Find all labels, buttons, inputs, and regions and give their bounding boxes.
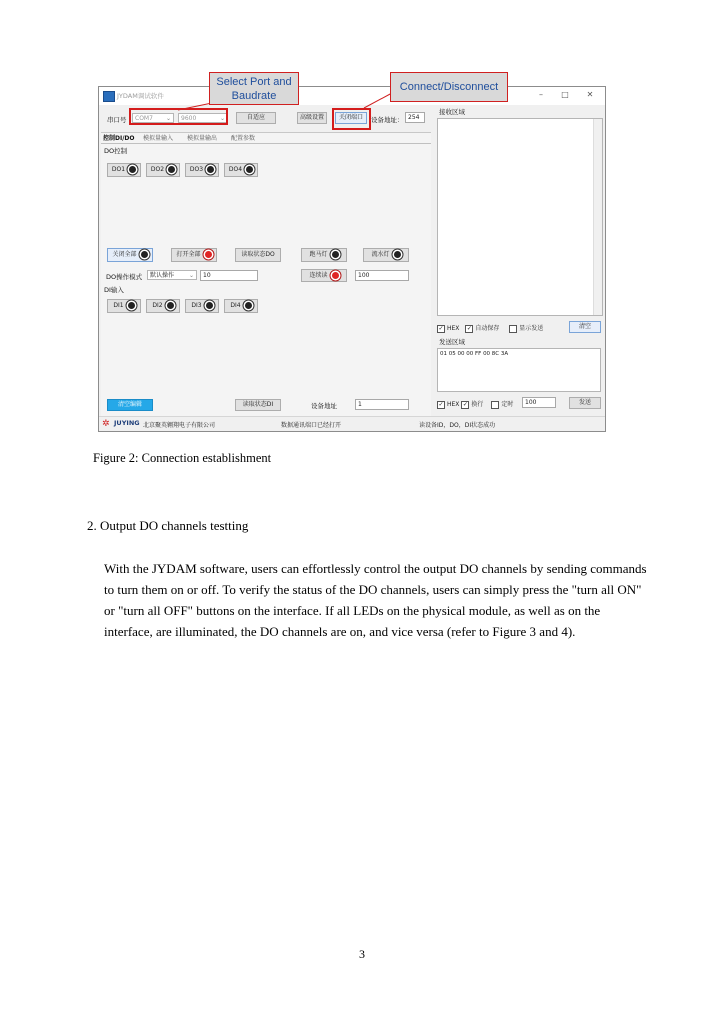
body-paragraph: With the JYDAM software, users can effortlessly control the output DO channels by sending commands to turn them on or off. To verify the status of the DO channels, users can simply press the "turn all ON" or "turn all OFF" buttons on the interface. If all LEDs on the physical module, as well as on the interface, are illuminated, the DO channels are on, and vice versa (refer to Figure 3 and 4). bbox=[104, 561, 647, 639]
turn-all-on-label: 打开全部 bbox=[176, 251, 201, 258]
juying-logo-icon: ✲ bbox=[102, 419, 110, 429]
led-icon bbox=[246, 166, 253, 173]
autosave-label: 自动保存 bbox=[475, 325, 500, 332]
connect-highlight-box bbox=[332, 108, 371, 130]
device-address-input[interactable]: 254 bbox=[405, 112, 425, 123]
clear-receive-button[interactable]: 清空 bbox=[569, 321, 601, 333]
connect-callout: Connect/Disconnect bbox=[390, 72, 508, 102]
di4-indicator bbox=[224, 299, 258, 313]
status-message: 数据通讯端口已经打开 bbox=[281, 422, 342, 429]
send-button[interactable]: 发送 bbox=[569, 397, 601, 409]
do3-button[interactable] bbox=[185, 163, 219, 177]
turn-all-off-label: 关闭全部 bbox=[112, 251, 137, 258]
di1-indicator bbox=[107, 299, 141, 313]
status-bar bbox=[99, 416, 605, 431]
do4-button[interactable] bbox=[224, 163, 258, 177]
do1-button[interactable] bbox=[107, 163, 141, 177]
flowing-light-button[interactable] bbox=[363, 248, 409, 262]
port-highlight-box bbox=[129, 108, 228, 125]
app-icon bbox=[103, 91, 115, 102]
di2-label: DI2 bbox=[152, 302, 163, 309]
do1-label: DO1 bbox=[111, 166, 126, 173]
do4-label: DO4 bbox=[228, 166, 243, 173]
di-section-label: DI输入 bbox=[104, 286, 124, 294]
continuous-read-input[interactable]: 100 bbox=[355, 270, 409, 281]
tab-analog-input[interactable]: 模拟量输入 bbox=[143, 135, 174, 142]
advanced-settings-button[interactable]: 高级设置 bbox=[297, 112, 327, 124]
do-mode-value: 默认操作 bbox=[150, 272, 175, 279]
timer-input[interactable]: 100 bbox=[522, 397, 556, 408]
marquee-button[interactable] bbox=[301, 248, 347, 262]
chevron-down-icon: ⌄ bbox=[188, 272, 194, 279]
led-icon bbox=[141, 251, 148, 258]
auto-detect-button[interactable]: 自适应 bbox=[236, 112, 276, 124]
control-panel bbox=[101, 132, 431, 423]
di1-label: DI1 bbox=[113, 302, 124, 309]
newline-checkbox-icon[interactable]: ✓ bbox=[462, 400, 468, 408]
software-screenshot bbox=[98, 86, 606, 432]
do-section-label: DO控制 bbox=[104, 147, 128, 155]
page-number: 3 bbox=[359, 947, 365, 961]
do-mode-label: DO操作模式 bbox=[106, 273, 143, 281]
send-area-label: 发送区域 bbox=[439, 338, 465, 346]
marquee-label: 跑马灯 bbox=[309, 251, 328, 258]
device-address-label: 设备地址： bbox=[371, 116, 404, 124]
di3-label: DI3 bbox=[191, 302, 202, 309]
continuous-read-button[interactable] bbox=[301, 269, 347, 282]
flowing-light-label: 流水灯 bbox=[371, 251, 390, 258]
hex-label: HEX bbox=[447, 325, 460, 332]
send-text: 01 05 00 00 FF 00 8C 3A bbox=[440, 351, 509, 357]
led-icon bbox=[205, 251, 212, 258]
send-hex-checkbox-icon[interactable]: ✓ bbox=[438, 400, 444, 408]
do2-button[interactable] bbox=[146, 163, 180, 177]
section-heading: 2. Output DO channels testting bbox=[87, 518, 249, 533]
hex-checkbox-icon[interactable]: ✓ bbox=[438, 324, 444, 332]
close-port-button[interactable]: 关闭端口 bbox=[335, 112, 367, 124]
led-icon bbox=[332, 251, 339, 258]
led-icon bbox=[129, 166, 136, 173]
led-icon bbox=[207, 166, 214, 173]
status-logo: JUYING bbox=[114, 419, 140, 427]
tab-analog-output[interactable]: 模拟量输出 bbox=[187, 135, 218, 142]
turn-all-off-button[interactable] bbox=[107, 248, 153, 262]
clear-edit-button[interactable]: 清空编辑 bbox=[107, 399, 153, 411]
chevron-down-icon: ⌄ bbox=[165, 115, 171, 122]
chevron-down-icon: ⌄ bbox=[219, 115, 225, 122]
receive-area[interactable] bbox=[437, 118, 603, 316]
receive-area-label: 接收区域 bbox=[439, 108, 465, 116]
serial-port-label: 串口号 bbox=[107, 116, 127, 124]
scrollbar[interactable] bbox=[593, 119, 602, 315]
do-mode-input[interactable]: 10 bbox=[200, 270, 258, 281]
timer-label: 定时 bbox=[501, 401, 514, 408]
led-icon bbox=[168, 166, 175, 173]
select-port-callout: Select Port and Baudrate bbox=[209, 72, 299, 105]
read-do-status-button[interactable]: 读取状态DO bbox=[235, 248, 281, 262]
led-icon bbox=[394, 251, 401, 258]
window-title: JYDAM调试软件 bbox=[117, 92, 164, 100]
send-hex-label: HEX bbox=[447, 401, 460, 408]
read-di-status-button[interactable]: 读取状态DI bbox=[235, 399, 281, 411]
bottom-address-label: 设备地址 bbox=[311, 402, 337, 410]
show-send-checkbox-icon[interactable] bbox=[509, 325, 517, 333]
led-icon bbox=[128, 302, 135, 309]
title-bar bbox=[99, 87, 605, 105]
tab-bar bbox=[101, 133, 431, 144]
turn-all-on-button[interactable] bbox=[171, 248, 217, 262]
port-value: COM7 bbox=[135, 115, 153, 122]
figure-caption: Figure 2: Connection establishment bbox=[93, 451, 272, 465]
tab-config[interactable]: 配置参数 bbox=[231, 135, 256, 142]
status-result: 读设备ID，DO，DI状态成功 bbox=[419, 422, 496, 429]
newline-label: 换行 bbox=[471, 401, 484, 408]
led-icon bbox=[206, 302, 213, 309]
send-area[interactable] bbox=[437, 348, 601, 392]
do2-label: DO2 bbox=[150, 166, 165, 173]
di4-label: DI4 bbox=[230, 302, 241, 309]
timer-checkbox-icon[interactable] bbox=[491, 401, 499, 409]
do-mode-select[interactable] bbox=[147, 270, 197, 280]
show-send-label: 显示发送 bbox=[519, 325, 544, 332]
continuous-read-label: 连续读 bbox=[309, 272, 328, 279]
baud-value: 9600 bbox=[181, 115, 197, 122]
led-icon bbox=[245, 302, 252, 309]
status-company: 北京聚英翱翔电子有限公司 bbox=[143, 422, 216, 429]
maximize-icon[interactable]: □ bbox=[561, 90, 569, 99]
led-icon bbox=[167, 302, 174, 309]
minimize-icon[interactable]: – bbox=[539, 90, 543, 99]
bottom-address-input[interactable]: 1 bbox=[355, 399, 409, 410]
autosave-checkbox-icon[interactable]: ✓ bbox=[466, 324, 472, 332]
led-icon bbox=[332, 272, 339, 279]
di3-indicator bbox=[185, 299, 219, 313]
close-icon[interactable]: ✕ bbox=[586, 90, 594, 99]
do3-label: DO3 bbox=[189, 166, 204, 173]
di2-indicator bbox=[146, 299, 180, 313]
tab-di-do[interactable]: 控制DI/DO bbox=[103, 135, 135, 142]
